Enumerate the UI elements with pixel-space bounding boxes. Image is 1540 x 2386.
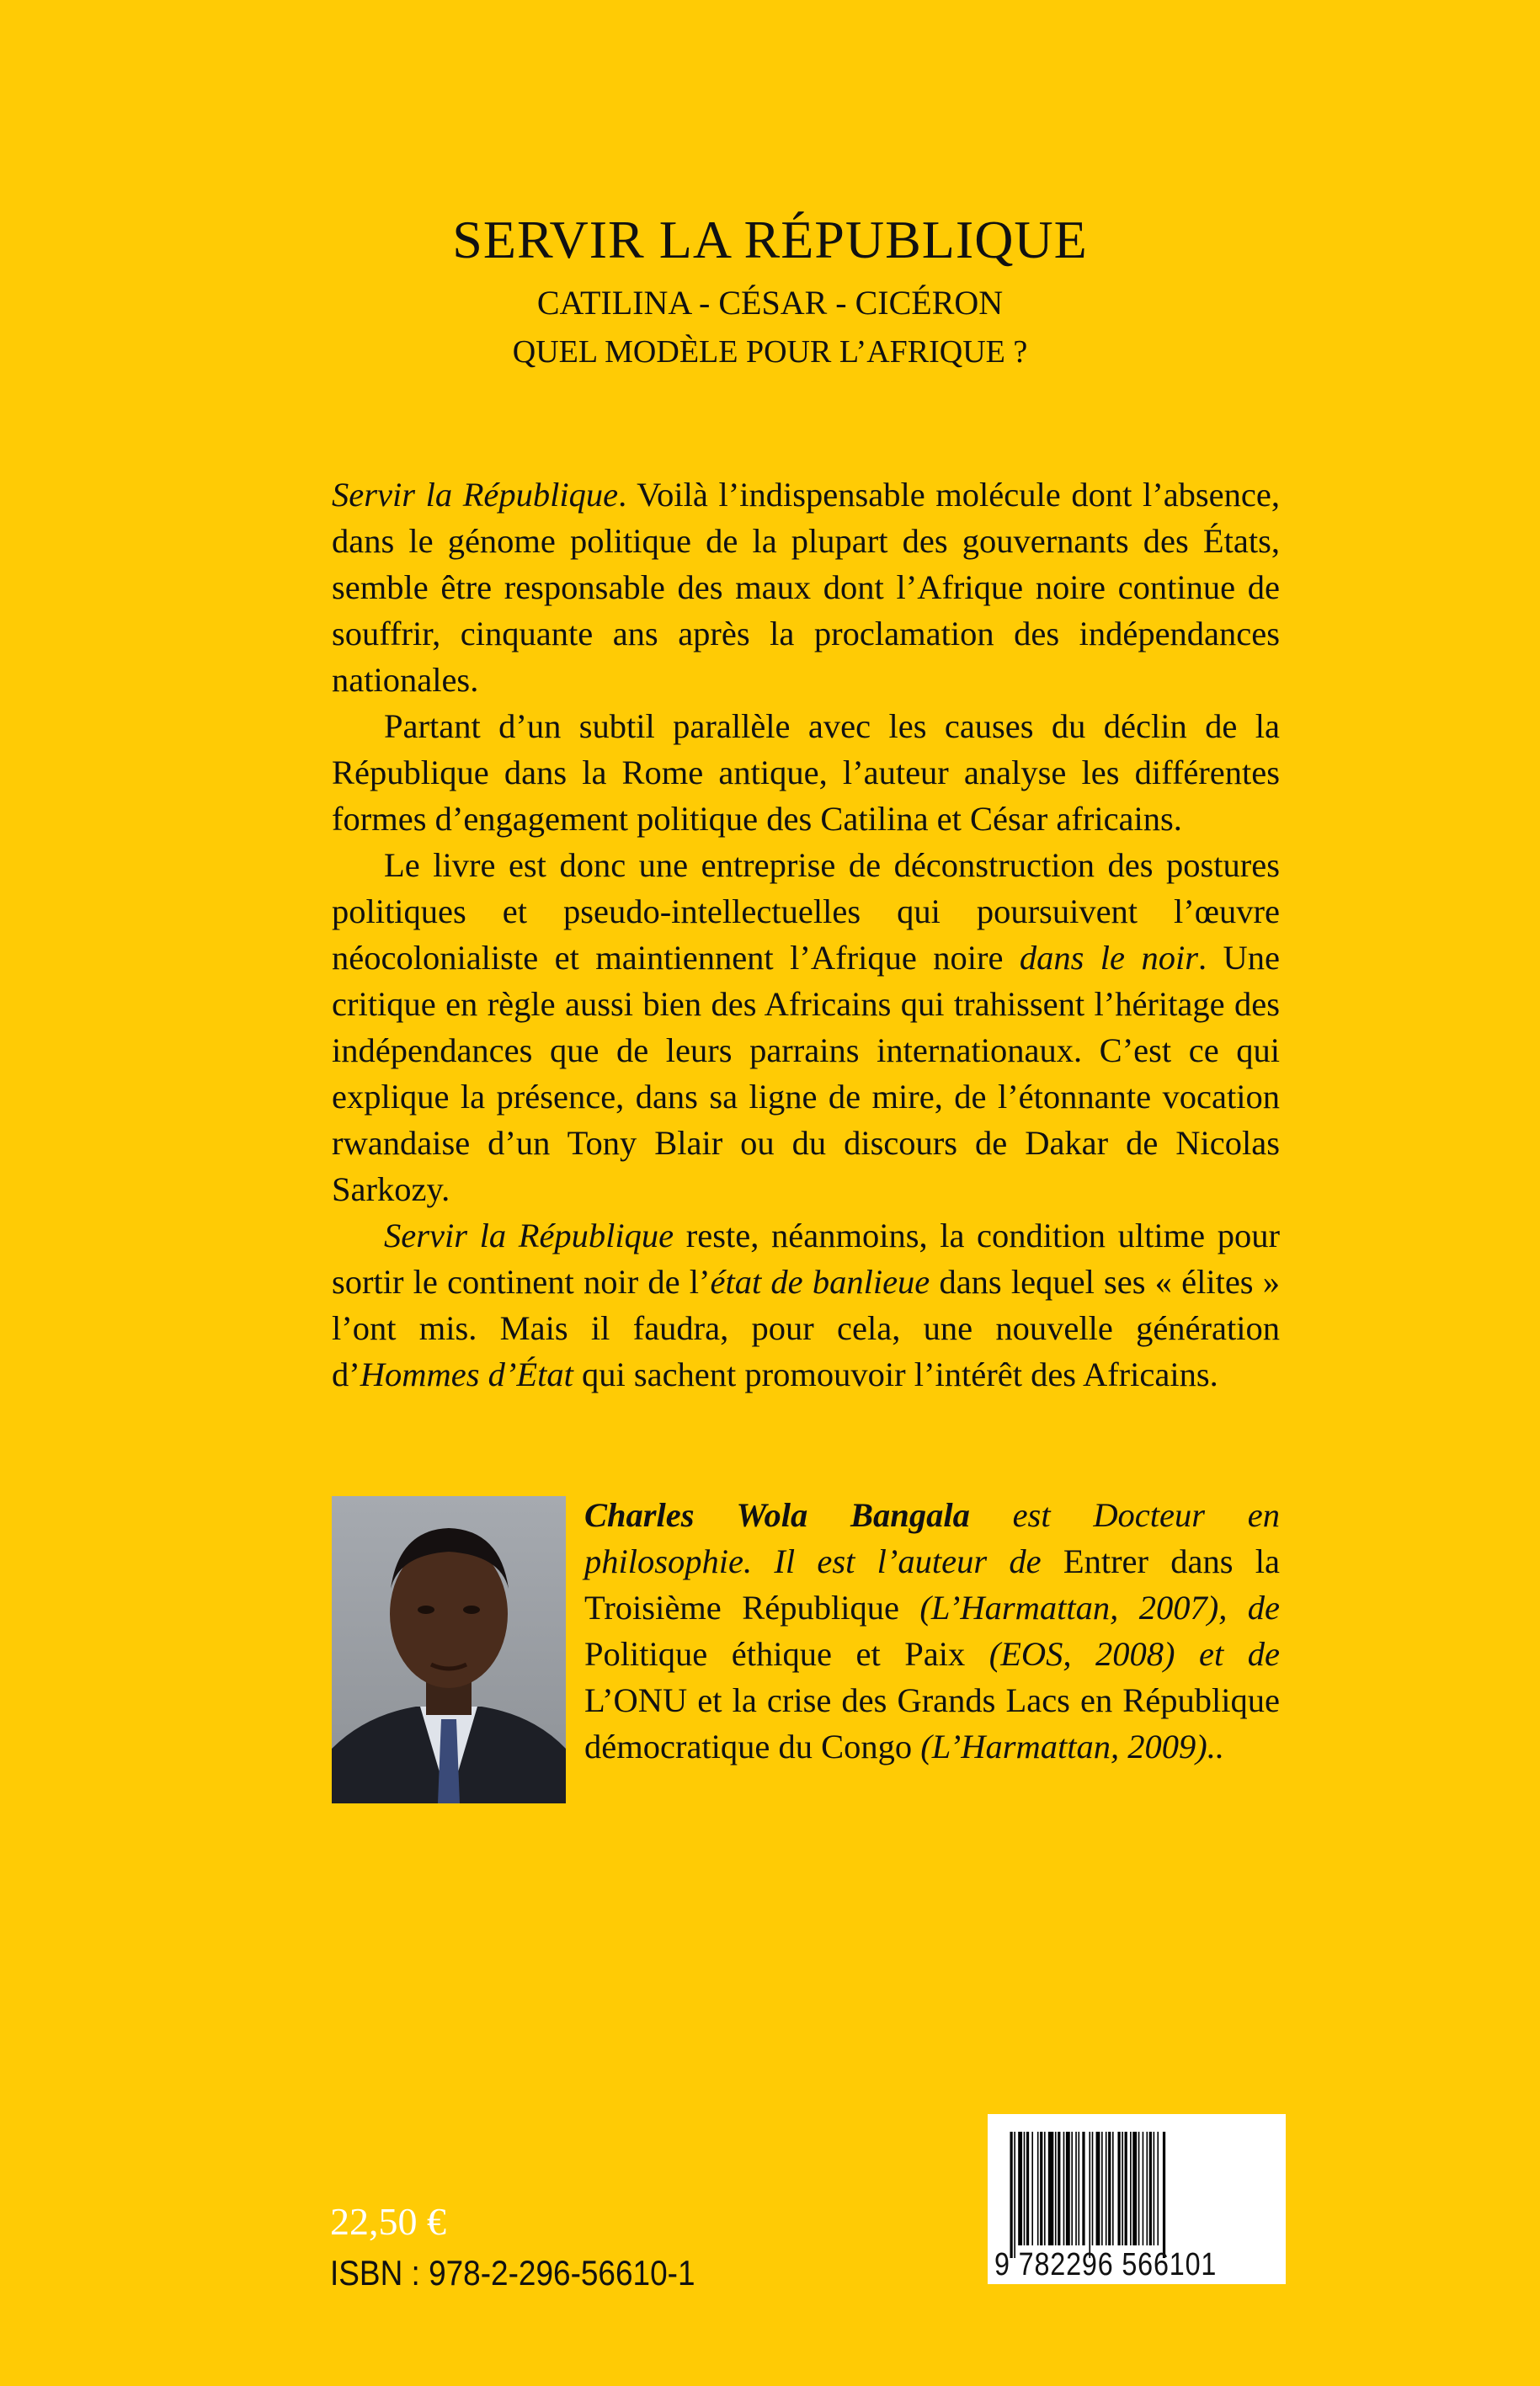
book-title: SERVIR LA RÉPUBLIQUE bbox=[452, 210, 1088, 269]
isbn: ISBN : 978-2-296-56610-1 bbox=[330, 2253, 695, 2293]
book-subtitle: CATILINA - CÉSAR - CICÉRON bbox=[536, 284, 1004, 322]
text: . Une critique en règle aussi bien des Africains qui trahissent l’héritage des indépendances que de leurs parrains internationaux. C’est ce qui explique la présence, dans sa ligne de mire, de l’étonnante vocation rwandaise d’un Tony Blair ou du discours de Dakar de Nicolas Sarkozy. bbox=[332, 939, 1280, 1208]
barcode bbox=[988, 2114, 1286, 2284]
barcode-bar bbox=[1031, 2132, 1033, 2245]
barcode-bar bbox=[1143, 2132, 1144, 2245]
barcode-bar bbox=[1082, 2132, 1084, 2245]
barcode-bar bbox=[1014, 2132, 1015, 2258]
blurb-paragraph bbox=[332, 842, 1280, 1212]
barcode-bar bbox=[1026, 2132, 1029, 2245]
barcode-bar bbox=[1101, 2132, 1103, 2245]
barcode-bar bbox=[1048, 2132, 1053, 2245]
text: Le livre est donc une entreprise de déconstruction des postures politiques et pseudo-intellectuelles qui poursuivent l’œuvre néocolonialiste et maintiennent l’Afrique noire bbox=[332, 846, 1280, 977]
text: (L’Harmattan, 2009).. bbox=[912, 1728, 1225, 1766]
barcode-bar bbox=[1018, 2132, 1022, 2245]
barcode-bar bbox=[1106, 2132, 1107, 2245]
book-reference: L’ONU et la crise des Grands Lacs en République démocratique du Congo bbox=[584, 1681, 1280, 1766]
barcode-bar bbox=[1108, 2132, 1111, 2245]
barcode-bar bbox=[1066, 2132, 1070, 2245]
author-name: Charles Wola Bangala bbox=[584, 1496, 970, 1534]
barcode-bar bbox=[1063, 2132, 1065, 2245]
text: reste, néanmoins, la condition ultime pour sortir le continent noir de l’ bbox=[332, 1217, 1280, 1301]
barcode-bar bbox=[1044, 2132, 1046, 2245]
barcode-bar bbox=[1157, 2132, 1159, 2245]
book-reference: Politique éthique et Paix bbox=[584, 1635, 966, 1673]
barcode-bar bbox=[1146, 2132, 1148, 2245]
blurb-paragraph bbox=[332, 471, 1280, 703]
barcode-bar bbox=[1117, 2132, 1120, 2245]
barcode-bar bbox=[1138, 2132, 1140, 2245]
italic-text: Hommes d’État bbox=[360, 1355, 573, 1393]
barcode-bar bbox=[1040, 2132, 1042, 2245]
text: (L’Harmattan, 2007), de bbox=[898, 1589, 1280, 1627]
text: (EOS, 2008) et de bbox=[965, 1635, 1280, 1673]
barcode-bar bbox=[1024, 2132, 1026, 2245]
italic-title: Servir la République bbox=[384, 1217, 674, 1254]
barcode-bars bbox=[1004, 2132, 1257, 2258]
price: 22,50 € bbox=[330, 2200, 446, 2243]
italic-text: dans le noir bbox=[1019, 939, 1198, 977]
barcode-bar bbox=[1037, 2132, 1039, 2245]
barcode-bar bbox=[1149, 2132, 1152, 2245]
text: dans lequel ses « élites » l’ont mis. Mais il faudra, pour cela, une nouvelle génération d’ bbox=[332, 1263, 1280, 1393]
barcode-bar bbox=[1130, 2132, 1132, 2245]
text: qui sachent promouvoir l’intérêt des Africains. bbox=[573, 1355, 1218, 1393]
author-bio bbox=[584, 1492, 1280, 1770]
barcode-bar bbox=[1010, 2132, 1012, 2258]
barcode-bar bbox=[1071, 2132, 1073, 2245]
author-photo bbox=[332, 1496, 566, 1803]
barcode-bar bbox=[1058, 2132, 1060, 2245]
barcode-bar bbox=[1125, 2132, 1127, 2245]
barcode-bar bbox=[1122, 2132, 1123, 2245]
book-reference: Entrer dans la Troisième République bbox=[584, 1542, 1280, 1627]
barcode-bar bbox=[1089, 2132, 1090, 2258]
barcode-bar bbox=[1163, 2132, 1165, 2258]
blurb bbox=[332, 471, 1280, 1398]
barcode-bar bbox=[1132, 2132, 1137, 2245]
barcode-bar bbox=[1075, 2132, 1077, 2245]
barcode-bar bbox=[1092, 2132, 1094, 2245]
barcode-bar bbox=[1154, 2132, 1155, 2245]
blurb-paragraph: Partant d’un subtil parallèle avec les causes du déclin de la République dans la Rome antique, l’auteur analyse les différentes formes d’engagement politique des Catilina et César africains. bbox=[332, 707, 1280, 838]
blurb-paragraph bbox=[332, 1212, 1280, 1398]
text: est Docteur en philosophie. Il est l’auteur de bbox=[584, 1496, 1280, 1580]
italic-title: Servir la République bbox=[332, 476, 619, 514]
text: . Voilà l’indispensable molécule dont l’absence, dans le génome politique de la plupart des gouvernants des États, semble être responsable des maux dont l’Afrique noire continue de souffrir, cinquante ans après la proclamation des indépendances nationales. bbox=[332, 476, 1280, 699]
italic-text: état de banlieue bbox=[710, 1263, 930, 1301]
book-question: QUEL MODÈLE POUR L’AFRIQUE ? bbox=[512, 334, 1028, 370]
barcode-number: 9 782296 566101 bbox=[994, 2247, 1218, 2282]
barcode-bar bbox=[1112, 2132, 1114, 2245]
barcode-bar bbox=[1078, 2132, 1079, 2245]
barcode-bar bbox=[1096, 2132, 1100, 2245]
barcode-bar bbox=[1055, 2132, 1057, 2245]
